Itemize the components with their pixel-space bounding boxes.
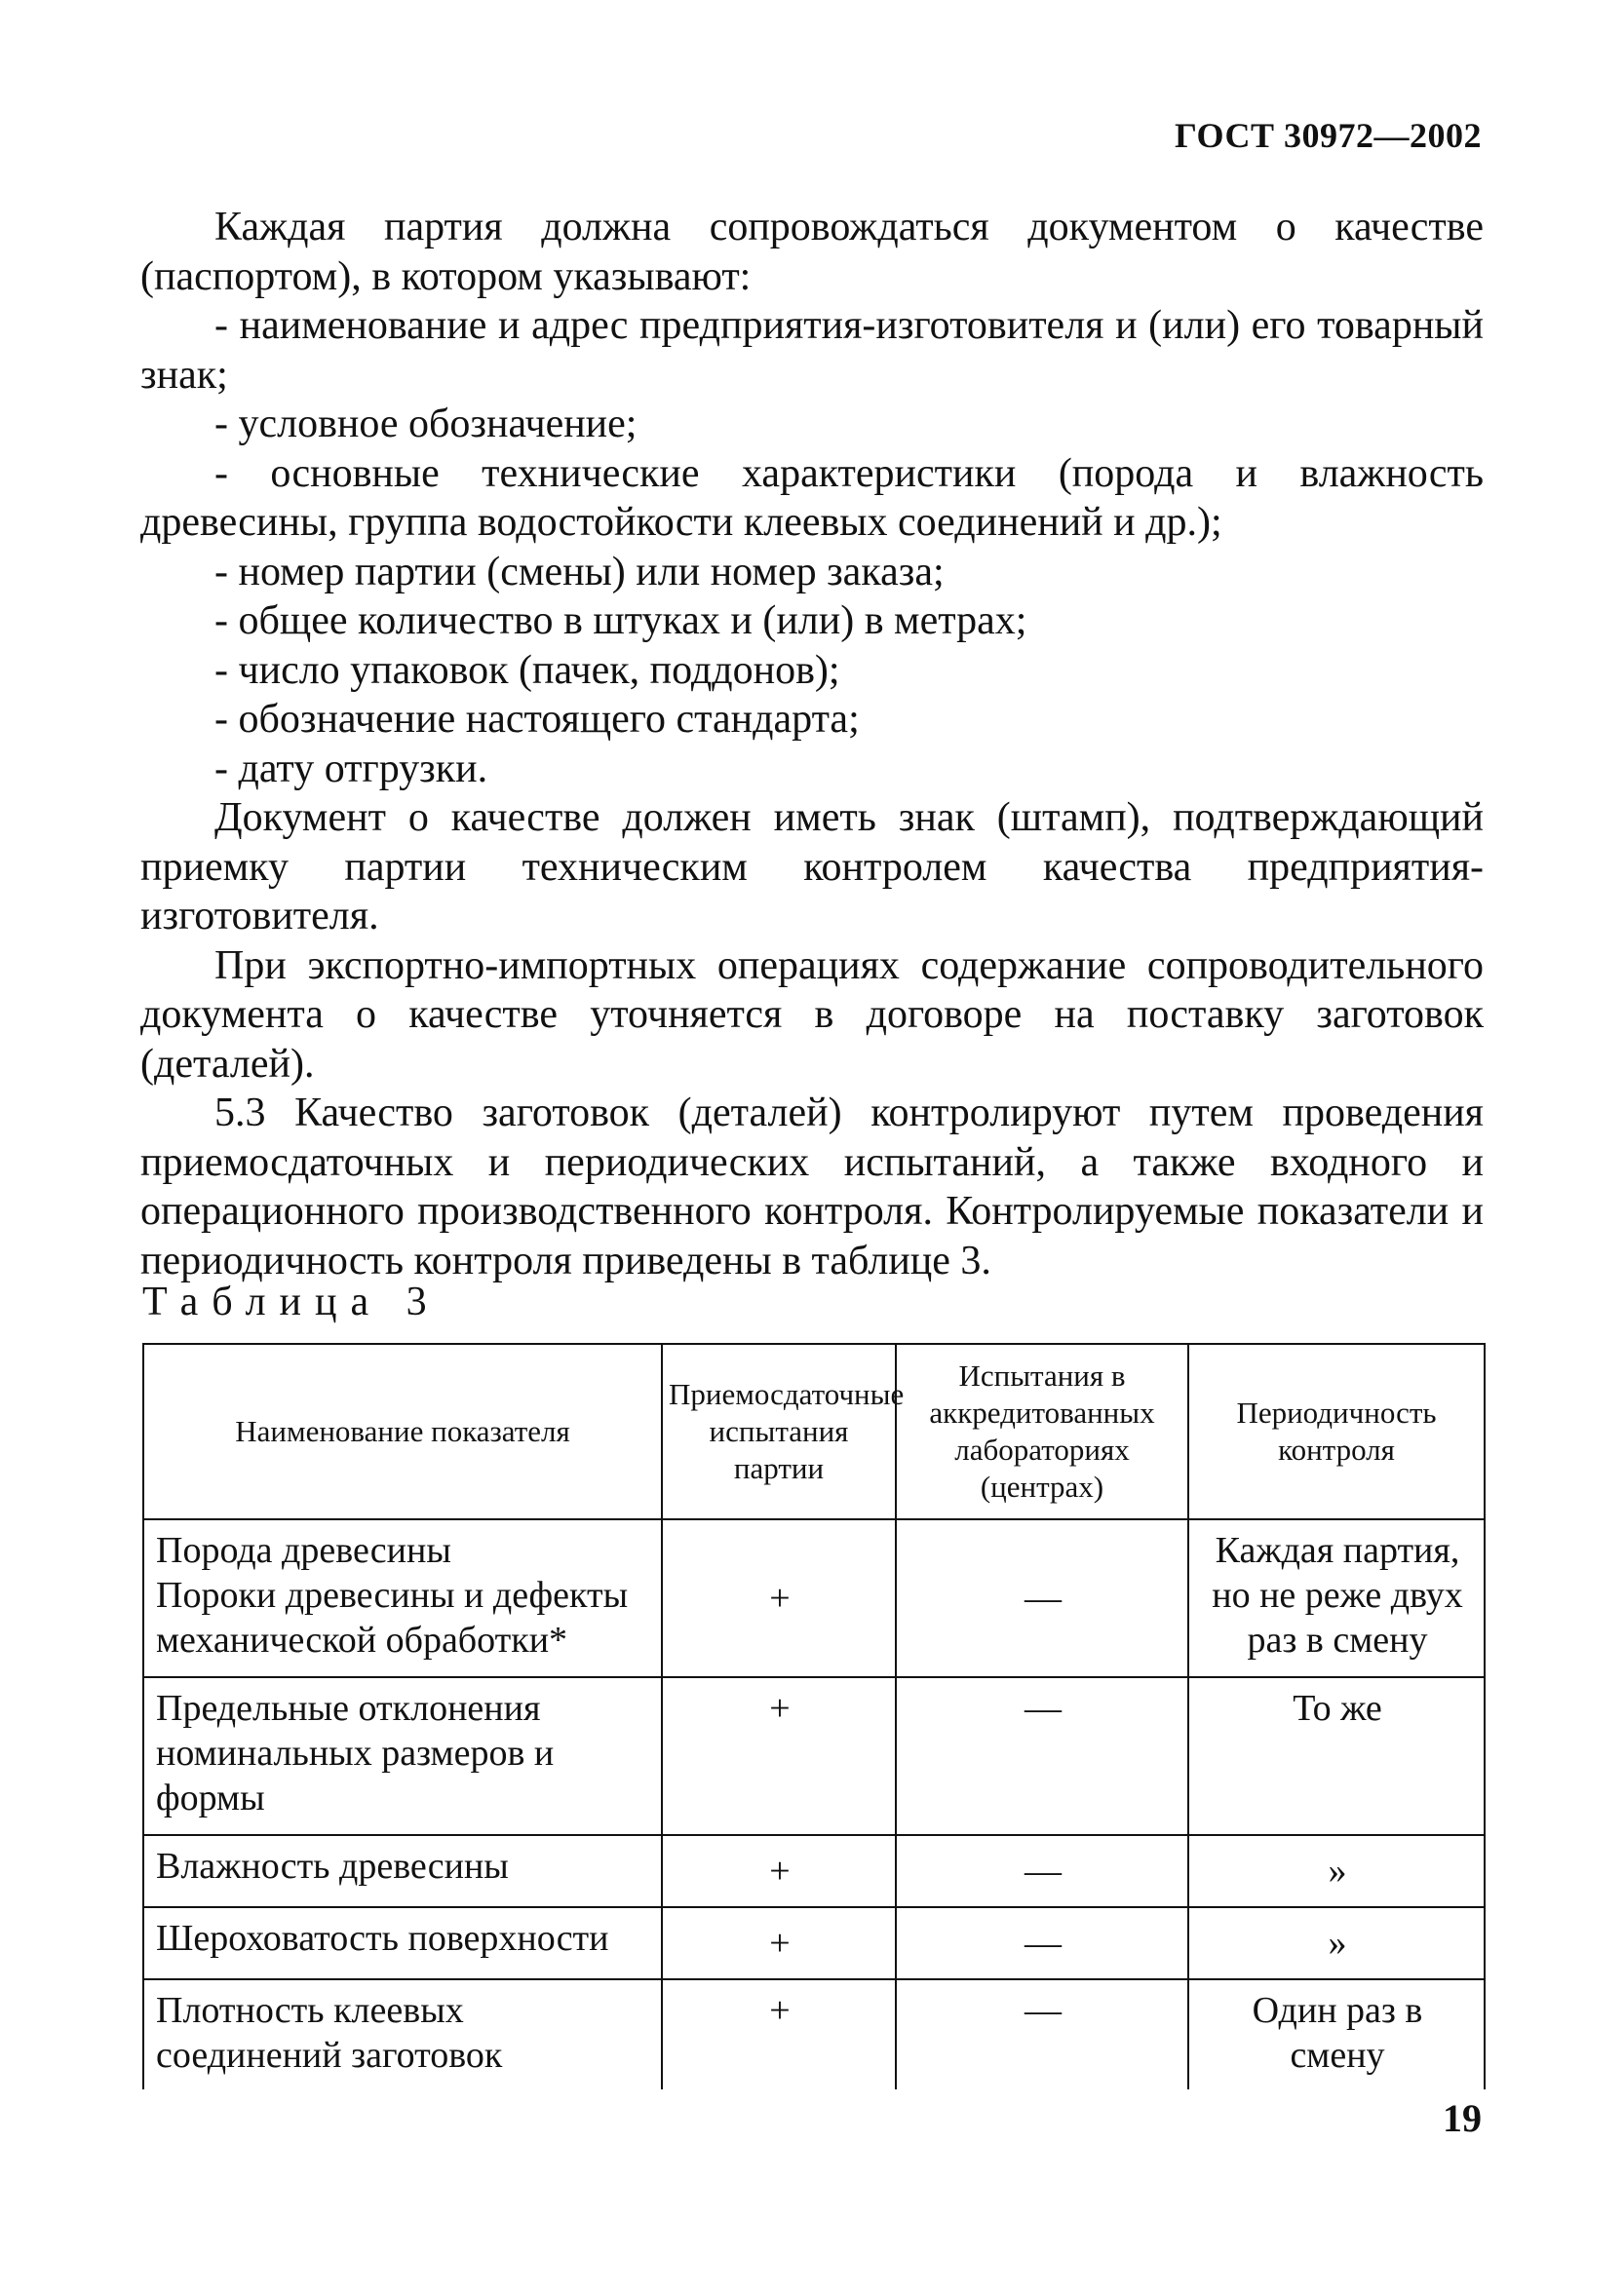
table-row bbox=[143, 1677, 1485, 1835]
section-5-3-paragraph: 5.3 Качество заготовок (деталей) контролируют путем проведения приемосдаточных и периодических испытаний, а также входного и операционного производственного контроля. Контролируемые показатели и периодичность контроля приведены в таблице 3. bbox=[140, 1091, 1484, 1283]
row-acceptance-cell: + bbox=[662, 1907, 896, 1979]
row-indicator-cell: Плотность клеевых соединений заготовок bbox=[143, 1979, 662, 2089]
row-periodicity-cell: Каждая партия, но не реже двух раз в смену bbox=[1188, 1519, 1485, 1677]
row-periodicity-cell: Один раз в смену bbox=[1188, 1979, 1485, 2089]
column-header-periodicity: Периодичность контроля bbox=[1188, 1344, 1485, 1519]
row-periodicity-cell: » bbox=[1188, 1835, 1485, 1907]
row-lab-cell: — bbox=[896, 1979, 1188, 2089]
column-header-lab-tests: Испытания в аккредитованных лабораториях (центрах) bbox=[896, 1344, 1188, 1519]
table-row bbox=[143, 1835, 1485, 1907]
row-lab-cell: — bbox=[896, 1835, 1188, 1907]
column-header-acceptance: Приемосдаточные испытания партии bbox=[662, 1344, 896, 1519]
row-acceptance-cell: + bbox=[662, 1979, 896, 2089]
list-item: - обозначение настоящего стандарта; bbox=[214, 697, 860, 742]
row-indicator-cell: Влажность древесины bbox=[143, 1835, 662, 1907]
standard-header: ГОСТ 30972—2002 bbox=[1175, 116, 1482, 155]
row-lab-cell: — bbox=[896, 1907, 1188, 1979]
list-item: - число упаковок (пачек, поддонов); bbox=[214, 647, 840, 693]
row-acceptance-cell: + bbox=[662, 1677, 896, 1835]
row-lab-cell: — bbox=[896, 1677, 1188, 1835]
row-indicator-cell: Предельные отклонения номинальных размеров и формы bbox=[143, 1677, 662, 1835]
table-row bbox=[143, 1519, 1485, 1677]
row-periodicity-cell: То же bbox=[1188, 1677, 1485, 1835]
list-item: - наименование и адрес предприятия-изготовителя и (или) его товарный знак; bbox=[140, 303, 1484, 398]
list-item: - общее количество в штуках и (или) в метрах; bbox=[214, 598, 1027, 643]
row-periodicity-cell: » bbox=[1188, 1907, 1485, 1979]
column-header-indicator: Наименование показателя bbox=[143, 1344, 662, 1519]
list-item: - номер партии (смены) или номер заказа; bbox=[214, 549, 945, 594]
list-item: - условное обозначение; bbox=[214, 402, 638, 446]
table-header-row bbox=[143, 1344, 1485, 1519]
row-indicator-cell: Порода древесины Пороки древесины и дефекты механической обработки* bbox=[143, 1519, 662, 1677]
control-table bbox=[142, 1343, 1486, 2089]
row-acceptance-cell: + bbox=[662, 1519, 896, 1677]
row-acceptance-cell: + bbox=[662, 1835, 896, 1907]
list-item: - дату отгрузки. bbox=[214, 746, 488, 791]
stamp-paragraph: Документ о качестве должен иметь знак (штамп), подтверждающий приемку партии техническим контролем качества предприятия-изготовителя. bbox=[140, 795, 1484, 938]
table-caption: Таблица 3 bbox=[142, 1280, 441, 1324]
row-lab-cell: — bbox=[896, 1519, 1188, 1677]
table-row bbox=[143, 1907, 1485, 1979]
table-row bbox=[143, 1979, 1485, 2089]
export-paragraph: При экспортно-импортных операциях содержание сопроводительного документа о качестве уточняется в договоре на поставку заготовок (деталей). bbox=[140, 942, 1484, 1087]
page-number: 19 bbox=[1443, 2096, 1482, 2140]
row-indicator-cell: Шероховатость поверхности bbox=[143, 1907, 662, 1979]
intro-paragraph: Каждая партия должна сопровождаться документом о качестве (паспортом), в котором указывают: bbox=[140, 205, 1484, 299]
body-text bbox=[140, 203, 1484, 1285]
list-item: - основные технические характеристики (порода и влажность древесины, группа водостойкости клеевых соединений и др.); bbox=[140, 450, 1484, 545]
